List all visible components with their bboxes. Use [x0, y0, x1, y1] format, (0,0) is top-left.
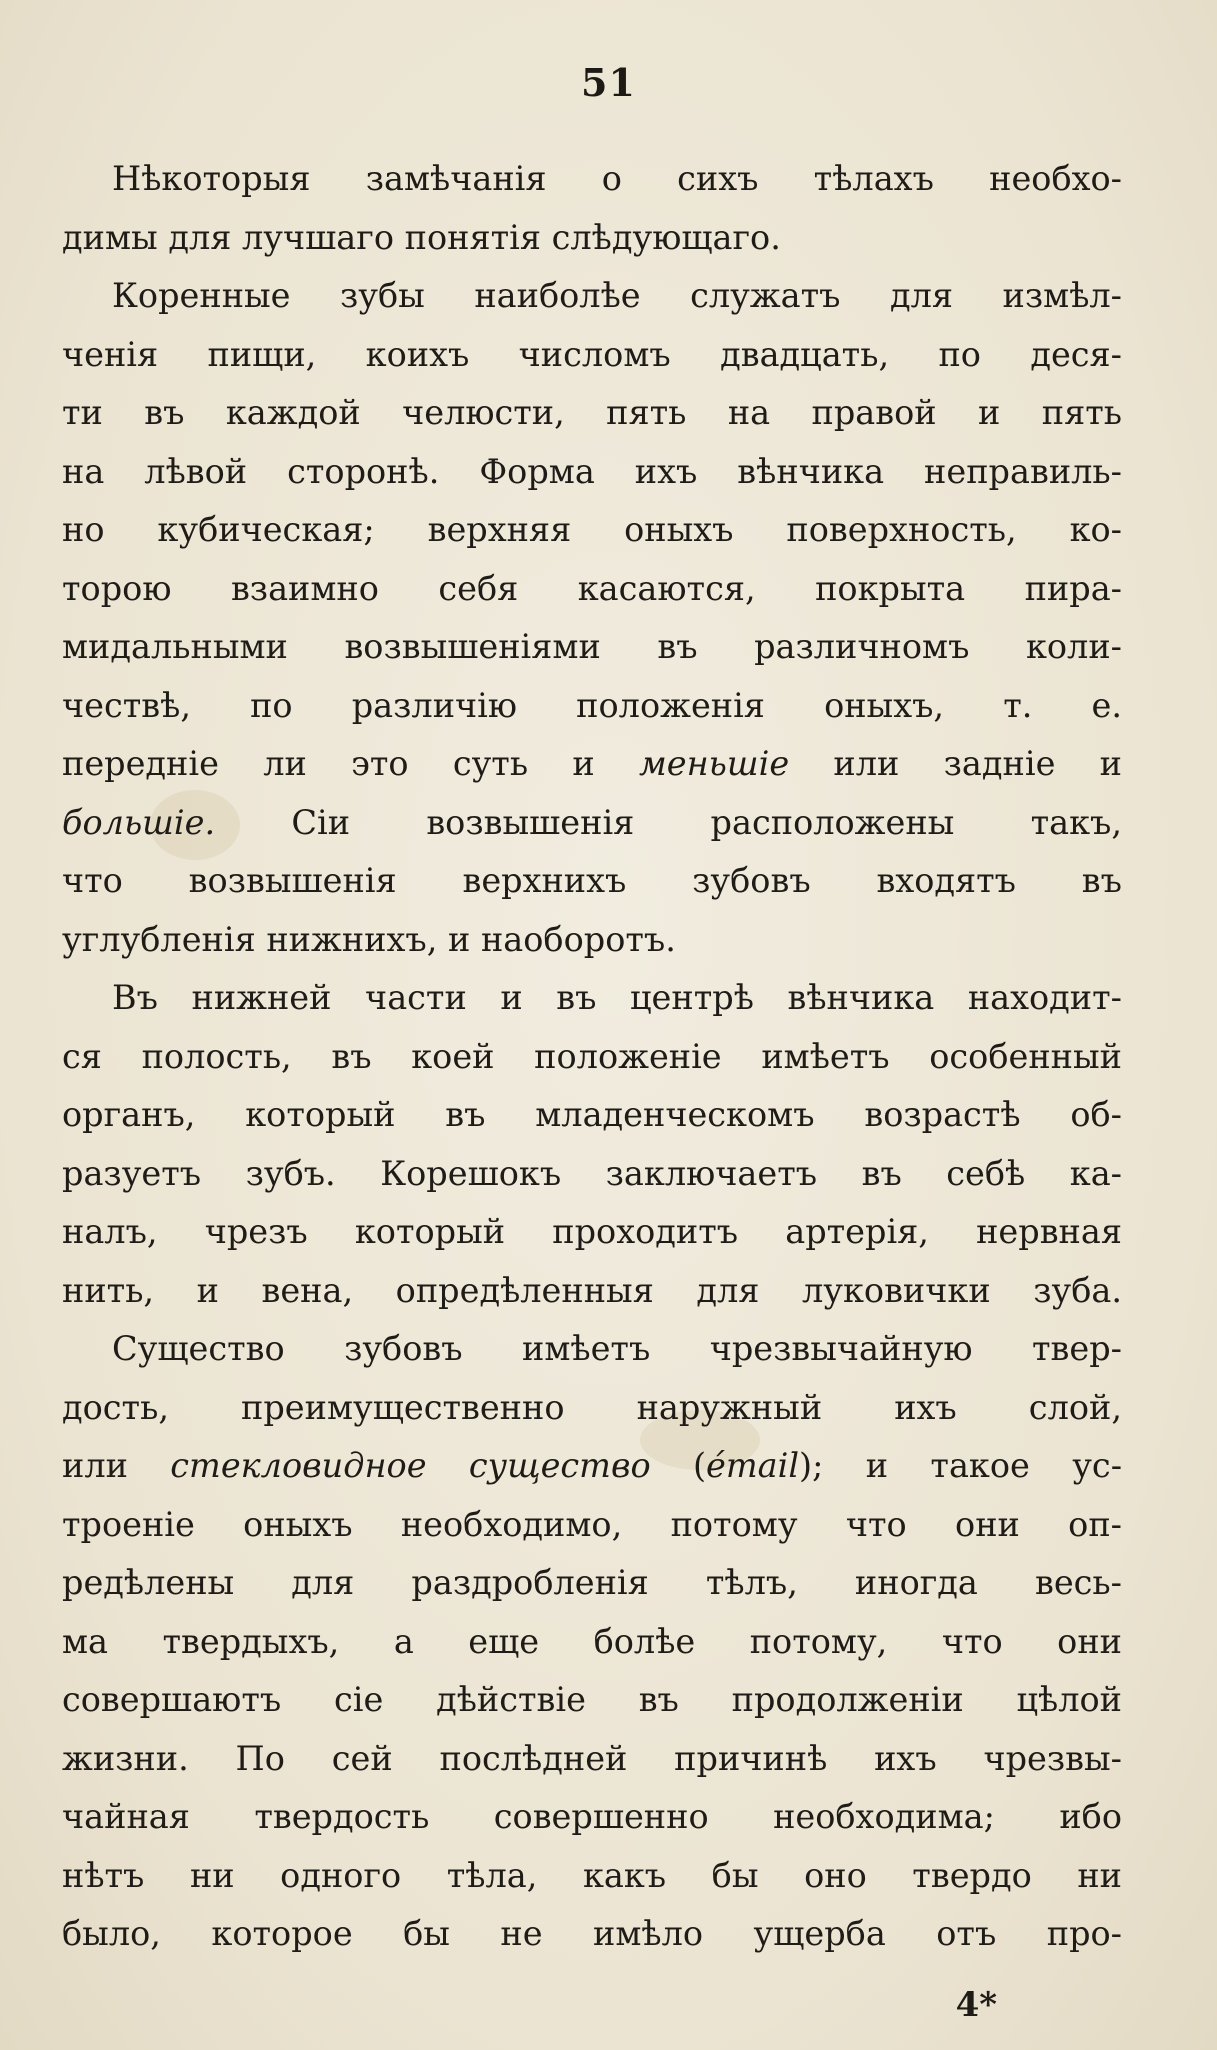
text-segment: или задніе и — [789, 744, 1122, 783]
text-line — [62, 735, 1122, 794]
text-line: жизни. По сей послѣдней причинѣ ихъ чрезвы- — [62, 1738, 1122, 1778]
text-line: было, которое бы не имѣло ущерба отъ про- — [62, 1914, 1122, 1953]
text-line: троеніе оныхъ необходимо, потому что они оп- — [62, 1504, 1122, 1544]
italic-text: большіе. — [62, 802, 216, 842]
text-line: углубленія нижнихъ, и наоборотъ. — [62, 919, 676, 959]
text-line: Коренные зубы наиболѣе служатъ для измѣл- — [112, 276, 1122, 315]
page-number: 51 — [581, 60, 636, 105]
text-line: налъ, чрезъ который проходитъ артерія, нервная — [62, 1212, 1122, 1251]
text-line: нить, и вена, опредѣленныя для луковички зуба. — [62, 1270, 1122, 1310]
text-line: совершаютъ сіе дѣйствіе въ продолженіи цѣлой — [62, 1680, 1122, 1719]
text-segment: или — [62, 1446, 171, 1485]
italic-text: émail — [706, 1446, 800, 1485]
italic-text: стекловидное существо — [170, 1446, 651, 1485]
italic-text: меньшіе — [638, 744, 790, 783]
text-line: но кубическая; верхняя оныхъ поверхность, ко- — [62, 510, 1122, 549]
text-segment: ( — [650, 1446, 707, 1485]
text-line: разуетъ зубъ. Корешокъ заключаетъ въ себѣ ка- — [62, 1153, 1122, 1193]
text-line: ся полость, въ коей положеніе имѣетъ особенный — [62, 1036, 1122, 1076]
signature-mark: 4* — [955, 1985, 997, 2025]
body-text — [62, 150, 1122, 1964]
text-line: что возвышенія верхнихъ зубовъ входятъ въ — [62, 861, 1122, 900]
text-segment: передніе ли это суть и — [62, 744, 639, 783]
text-line: ти въ каждой челюсти, пять на правой и пять — [62, 393, 1122, 432]
text-line: Существо зубовъ имѣетъ чрезвычайную твер- — [112, 1329, 1122, 1368]
text-line: ма твердыхъ, а еще болѣе потому, что они — [62, 1621, 1122, 1661]
text-line: димы для лучшаго понятія слѣдующаго. — [62, 217, 781, 257]
text-line: Нѣкоторыя замѣчанія о сихъ тѣлахъ необхо- — [112, 159, 1122, 198]
text-line: чайная твердость совершенно необходима; ибо — [62, 1797, 1122, 1836]
text-line: нѣтъ ни одного тѣла, какъ бы оно твердо ни — [62, 1855, 1122, 1895]
text-line: органъ, который въ младенческомъ возрастѣ об- — [62, 1095, 1122, 1134]
text-segment: ); и такое ус- — [799, 1446, 1123, 1485]
text-line: Въ нижней части и въ центрѣ вѣнчика находит- — [112, 978, 1122, 1017]
text-line: чествѣ, по различію положенія оныхъ, т. е. — [62, 685, 1122, 725]
text-line: на лѣвой сторонѣ. Форма ихъ вѣнчика неправиль- — [62, 451, 1122, 491]
text-line: редѣлены для раздробленія тѣлъ, иногда весь- — [62, 1563, 1122, 1602]
text-line: дость, преимущественно наружный ихъ слой, — [62, 1387, 1122, 1427]
text-line: ченія пищи, коихъ числомъ двадцать, по деся- — [62, 334, 1122, 374]
text-line: мидальными возвышеніями въ различномъ коли- — [62, 627, 1122, 666]
text-line: торою взаимно себя касаются, покрыта пира- — [62, 568, 1122, 608]
text-line — [62, 1437, 1122, 1496]
text-segment: Сіи возвышенія расположены такъ, — [215, 802, 1122, 842]
text-line — [62, 794, 1122, 853]
